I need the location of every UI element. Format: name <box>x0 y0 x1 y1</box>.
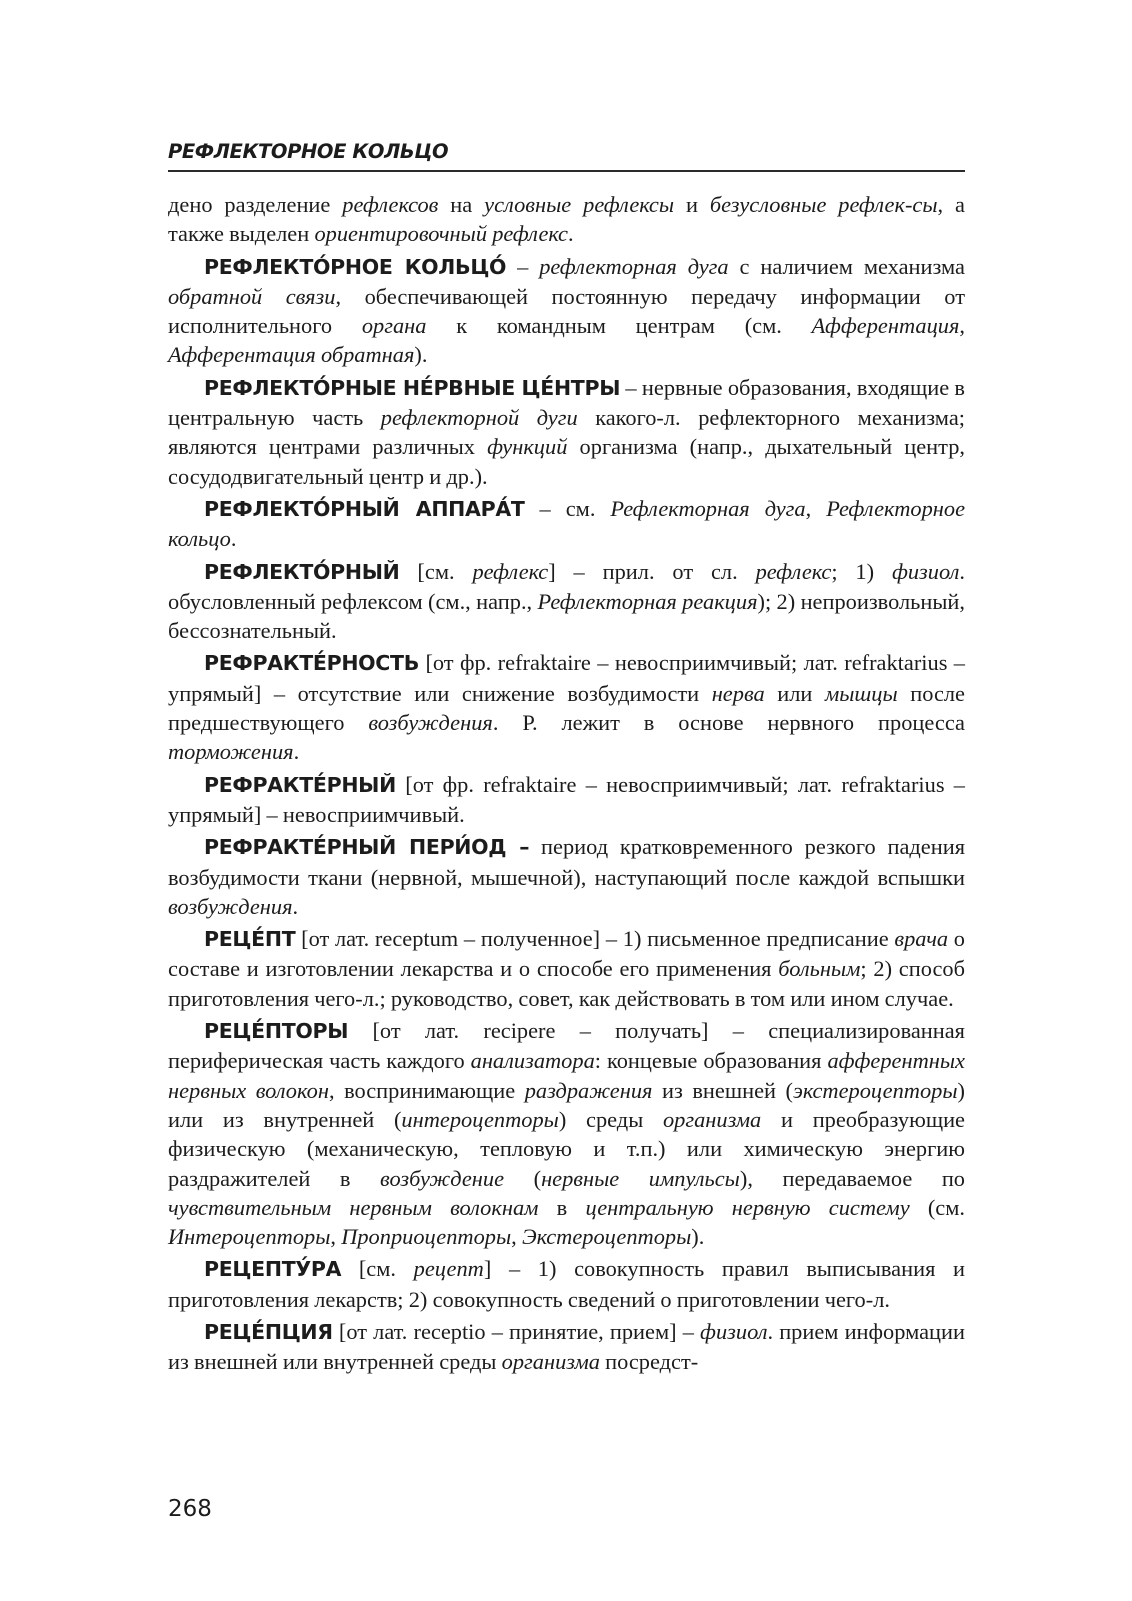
text-run: [см. <box>399 558 473 584</box>
text-run: ). <box>414 342 428 368</box>
italic-term: центральную нервную систему <box>585 1194 910 1220</box>
text-run: ; 1) <box>831 558 892 584</box>
text-run: . прием информации из внешней или внутренней среды <box>168 1318 966 1375</box>
entry-refractory-period <box>168 832 965 921</box>
text-run: [от фр. refraktaire – невосприимчивый; лат. refraktarius – упрямый] – отсутствие или снижение возбудимости <box>168 650 965 706</box>
italic-term: функций <box>487 434 568 460</box>
text-run: , <box>330 1224 342 1250</box>
text-run: и преобразующие физическую (механическую, тепловую и т.п.) или химическую энергию раздражителей в <box>168 1106 965 1191</box>
italic-term: возбуждения <box>168 893 293 919</box>
text-run: дено разделение <box>168 192 343 217</box>
italic-term: организма <box>662 1106 762 1132</box>
italic-term: врача <box>894 926 949 952</box>
italic-term: Афферентация обратная <box>168 342 415 368</box>
headword: РЕЦЕПТУ́РА <box>204 1257 342 1282</box>
text-run: или <box>764 680 825 706</box>
italic-term: рефлекторной дуги <box>380 405 578 431</box>
italic-term: нерва <box>711 680 765 706</box>
italic-term: мышцы <box>824 680 898 706</box>
entry-receptors <box>168 1016 965 1251</box>
text-run: . <box>230 526 237 552</box>
headword: РЕЦЕ́ПТОРЫ <box>204 1019 349 1044</box>
text-run: , <box>511 1224 522 1250</box>
italic-term: интероцепторы <box>401 1106 559 1132</box>
text-run: с наличием механизма <box>728 253 965 279</box>
text-run: [от фр. refraktaire – невосприимчивый; лат. refraktarius – упрямый] – невосприимчивый. <box>168 771 965 827</box>
entry-reflex-nerve-centers <box>168 373 965 491</box>
text-run: : концевые образования <box>594 1048 828 1074</box>
text-run: ] – прил. от сл. <box>548 558 756 584</box>
text-run: после предшествующего <box>168 680 966 736</box>
page-number: 268 <box>168 1496 212 1522</box>
headword: РЕФЛЕКТО́РНОЕ КОЛЬЦО́ <box>204 254 507 279</box>
text-run: – см. <box>524 495 611 521</box>
headword: РЕФРАКТЕ́РНЫЙ ПЕРИ́ОД – <box>204 835 530 860</box>
text-run: о составе и изготовлении лекарства и о способе его применения <box>168 926 965 982</box>
text-run: какого-л. рефлекторного механизма; являются центрами различных <box>168 405 965 460</box>
italic-term: обратной связи <box>168 283 336 309</box>
italic-term: физиол <box>891 558 960 584</box>
text-run: . <box>292 893 299 919</box>
text-run: и <box>674 192 710 217</box>
entry-reflex-apparatus <box>168 494 965 554</box>
text-run: ] – 1) совокупность правил выписывания и приготовления лекарств; 2) совокупность сведений о приготовлении чего-л. <box>168 1256 966 1312</box>
text-run: период кратковременного резкого падения возбудимости ткани (нервной, мышечной), наступающий после каждой вспышки <box>168 834 965 890</box>
italic-term: Рефлекторная реакция <box>537 588 758 614</box>
text-run: , а также выделен <box>168 192 965 247</box>
text-run: [от лат. recipere – получать] – специализированная периферическая часть каждого <box>168 1018 965 1074</box>
entry-reception <box>168 1317 965 1377</box>
italic-term: торможения <box>168 739 294 765</box>
text-run: , <box>959 313 966 339</box>
text-run: . Р. лежит в основе нервного процесса <box>492 710 965 736</box>
text-run: – нервные образования, входящие в центральную часть <box>168 374 965 431</box>
italic-term: рефлекс <box>755 558 832 584</box>
italic-term: органа <box>361 313 427 339</box>
text-run: , <box>805 495 827 521</box>
headword: РЕФРАКТЕ́РНЫЙ <box>204 772 396 797</box>
italic-term: ориентировочный рефлекс <box>314 221 568 247</box>
italic-term: больным <box>778 956 861 982</box>
text-run: ); 2) непроизвольный, бессознательный. <box>168 588 965 644</box>
text-run: . обусловленный рефлексом (см., напр., <box>168 558 965 614</box>
text-run: – <box>506 253 540 279</box>
text-run: [от лат. receptio – принятие, прием] – <box>332 1318 701 1344</box>
italic-term: рефлекс <box>472 558 549 584</box>
italic-term: физиол <box>700 1318 768 1344</box>
italic-term: нервные импульсы <box>541 1165 740 1191</box>
text-run: на <box>438 192 485 217</box>
text-run: ), передаваемое по <box>739 1165 965 1191</box>
italic-term: Проприоцепторы <box>341 1224 512 1250</box>
italic-term: анализатора <box>470 1048 595 1074</box>
entry-recipe <box>168 924 965 1013</box>
italic-term: чувствительным нервным волокнам <box>168 1194 539 1220</box>
headword: РЕФРАКТЕ́РНОСТЬ <box>204 651 420 676</box>
text-run: из внешней ( <box>652 1077 793 1103</box>
page-body <box>168 190 965 1377</box>
italic-term: возбуждение <box>380 1165 505 1191</box>
italic-term: безусловные рефлек-сы <box>709 192 938 217</box>
entry-reflex-ring <box>168 252 965 370</box>
italic-term: рецепт <box>413 1256 484 1282</box>
italic-term: экстероцепторы <box>792 1077 958 1103</box>
text-run: ( <box>504 1165 542 1191</box>
text-run: , обеспечивающей постоянную передачу информации от исполнительного <box>168 283 965 339</box>
italic-term: Афферентация <box>811 313 960 339</box>
text-run: ; 2) способ приготовления чего-л.; руководство, совет, как действовать в том или ином случае. <box>168 956 966 1011</box>
italic-term: раздражения <box>524 1077 653 1103</box>
entry-prescription-formulation <box>168 1254 965 1314</box>
italic-term: организма <box>501 1349 600 1375</box>
running-head: РЕФЛЕКТОРНОЕ КОЛЬЦО <box>168 140 449 163</box>
italic-term: афферентных нервных волокон <box>168 1048 965 1103</box>
text-run: . <box>293 739 300 765</box>
text-run: ) или из внутренней ( <box>168 1077 965 1132</box>
text-run: посредст- <box>599 1349 699 1375</box>
italic-term: условные рефлексы <box>484 192 675 217</box>
headword: РЕФЛЕКТО́РНЫЙ АППАРА́Т <box>204 496 525 521</box>
text-run: ). <box>691 1224 705 1250</box>
text-run: [см. <box>341 1256 414 1282</box>
text-run: (см. <box>909 1194 966 1220</box>
italic-term: Рефлекторное кольцо <box>168 495 966 552</box>
text-run: , воспринимающие <box>328 1077 525 1103</box>
italic-term: Интероцепторы <box>168 1224 331 1250</box>
italic-term: рефлексов <box>342 192 439 217</box>
entry-reflex-adjective <box>168 557 965 646</box>
text-run: ) среды <box>558 1106 663 1132</box>
italic-term: рефлекторная дуга <box>539 253 729 279</box>
entry-refractory <box>168 770 965 830</box>
text-run: . <box>567 221 574 247</box>
text-run: в <box>538 1194 586 1220</box>
text-run: организма (напр., дыхательный центр, сосудодвигательный центр и др.). <box>168 434 965 489</box>
italic-term: возбуждения <box>368 710 493 736</box>
headword: РЕЦЕ́ПТ <box>204 927 296 952</box>
headword: РЕФЛЕКТО́РНЫЕ НЕ́РВНЫЕ ЦЕ́НТРЫ <box>204 375 621 400</box>
headword: РЕЦЕ́ПЦИЯ <box>204 1319 333 1344</box>
paragraph-continuation <box>168 190 965 249</box>
entry-refractoriness <box>168 648 965 766</box>
text-run: [от лат. receptum – полученное] – 1) письменное предписание <box>295 926 895 952</box>
header-rule <box>168 170 965 172</box>
text-run: к командным центрам (см. <box>426 313 812 339</box>
italic-term: Рефлекторная дуга <box>610 495 806 521</box>
headword: РЕФЛЕКТО́РНЫЙ <box>204 559 400 584</box>
italic-term: Экстероцепторы <box>521 1224 692 1250</box>
